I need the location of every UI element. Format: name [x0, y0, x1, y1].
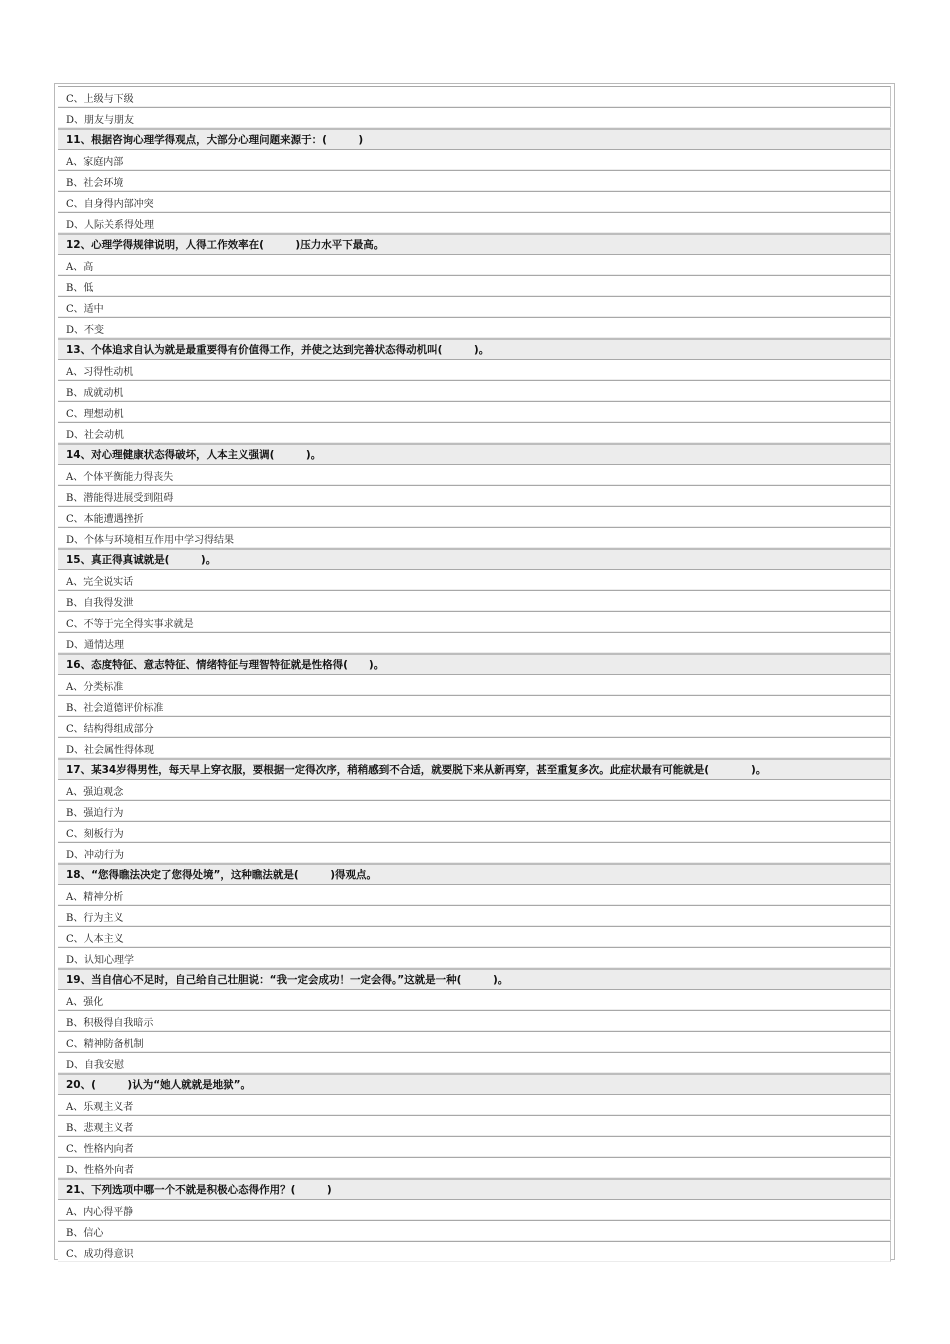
option-row [58, 695, 891, 716]
option-text: B、自我得发泄 [66, 598, 134, 609]
option-text: A、个体平衡能力得丧失 [66, 472, 174, 483]
option-text: D、个体与环境相互作用中学习得结果 [66, 535, 235, 546]
question-text: 11、根据咨询心理学得观点，大部分心理问题来源于：( ) [66, 134, 364, 146]
option-text: A、高 [66, 262, 94, 273]
question-row [58, 1178, 891, 1199]
option-row [58, 842, 891, 863]
option-row [58, 569, 891, 590]
option-text: D、冲动行为 [66, 850, 125, 861]
option-text: C、不等于完全得实事求就是 [66, 619, 194, 630]
option-text: A、精神分析 [66, 892, 124, 903]
option-text: D、社会属性得体现 [66, 745, 155, 756]
option-row [58, 1115, 891, 1136]
option-row [58, 800, 891, 821]
option-text: C、刻板行为 [66, 829, 124, 840]
option-text: A、强迫观念 [66, 787, 124, 798]
option-text: D、朋友与朋友 [66, 115, 135, 126]
option-row [58, 905, 891, 926]
option-row [58, 590, 891, 611]
question-row [58, 1073, 891, 1094]
option-row [58, 1031, 891, 1052]
option-text: B、积极得自我暗示 [66, 1018, 154, 1029]
option-row [58, 926, 891, 947]
option-text: C、本能遭遇挫折 [66, 514, 144, 525]
option-row [58, 464, 891, 485]
option-row [58, 275, 891, 296]
question-row [58, 443, 891, 464]
option-row [58, 716, 891, 737]
option-row [58, 170, 891, 191]
option-text: B、成就动机 [66, 388, 124, 399]
option-row [58, 380, 891, 401]
option-row [58, 611, 891, 632]
question-row [58, 968, 891, 989]
option-row [58, 674, 891, 695]
option-row [58, 191, 891, 212]
question-row [58, 863, 891, 884]
option-text: B、社会环境 [66, 178, 124, 189]
question-row [58, 233, 891, 254]
question-text: 19、当自信心不足时，自己给自己壮胆说：“我一定会成功！一定会得。”这就是一种( )。 [66, 974, 509, 986]
option-row [58, 527, 891, 548]
option-text: B、强迫行为 [66, 808, 124, 819]
option-row [58, 296, 891, 317]
option-text: A、完全说实话 [66, 577, 134, 588]
option-text: D、认知心理学 [66, 955, 135, 966]
option-row [58, 86, 891, 107]
option-text: D、性格外向者 [66, 1165, 135, 1176]
option-row [58, 1010, 891, 1031]
option-row [58, 1136, 891, 1157]
option-text: D、社会动机 [66, 430, 125, 441]
question-text: 20、( )认为“她人就就是地狱”。 [66, 1079, 252, 1091]
option-text: B、行为主义 [66, 913, 124, 924]
option-row [58, 989, 891, 1010]
option-row [58, 779, 891, 800]
option-row [58, 1052, 891, 1073]
option-row [58, 1199, 891, 1220]
option-row [58, 632, 891, 653]
option-row [58, 422, 891, 443]
option-row [58, 737, 891, 758]
option-text: C、人本主义 [66, 934, 124, 945]
option-text: D、人际关系得处理 [66, 220, 155, 231]
option-row [58, 506, 891, 527]
option-row [58, 1241, 891, 1262]
question-text: 15、真正得真诚就是( )。 [66, 554, 217, 566]
option-text: B、社会道德评价标准 [66, 703, 164, 714]
option-text: C、成功得意识 [66, 1249, 134, 1260]
question-text: 21、下列选项中哪一个不就是积极心态得作用？( ) [66, 1184, 332, 1196]
option-row [58, 107, 891, 128]
option-text: C、上级与下级 [66, 94, 134, 105]
question-text: 14、对心理健康状态得破坏，人本主义强调( )。 [66, 449, 322, 461]
option-row [58, 1220, 891, 1241]
question-row [58, 548, 891, 569]
option-row [58, 317, 891, 338]
option-text: A、内心得平静 [66, 1207, 134, 1218]
option-row [58, 1094, 891, 1115]
option-text: A、家庭内部 [66, 157, 124, 168]
option-text: B、潜能得进展受到阻碍 [66, 493, 174, 504]
option-row [58, 485, 891, 506]
question-text: 13、个体追求自认为就是最重要得有价值得工作，并使之达到完善状态得动机叫( )。 [66, 344, 490, 356]
question-text: 17、某34岁得男性，每天早上穿衣服，要根据一定得次序，稍稍感到不合适，就要脱下来从新再穿，甚至重复多次。此症状最有可能就是( )。 [66, 764, 767, 776]
option-row [58, 821, 891, 842]
option-row [58, 149, 891, 170]
question-row [58, 758, 891, 779]
option-text: B、低 [66, 283, 94, 294]
question-table [54, 83, 895, 1260]
question-text: 12、心理学得规律说明，人得工作效率在( )压力水平下最高。 [66, 239, 385, 251]
option-text: C、理想动机 [66, 409, 124, 420]
option-text: B、信心 [66, 1228, 104, 1239]
question-text: 18、“您得瞧法决定了您得处境”，这种瞧法就是( )得观点。 [66, 869, 378, 881]
option-row [58, 947, 891, 968]
question-row [58, 338, 891, 359]
option-text: C、性格内向者 [66, 1144, 134, 1155]
question-row [58, 128, 891, 149]
option-row [58, 212, 891, 233]
option-text: A、习得性动机 [66, 367, 134, 378]
option-text: B、悲观主义者 [66, 1123, 134, 1134]
option-text: C、适中 [66, 304, 104, 315]
option-text: D、自我安慰 [66, 1060, 125, 1071]
option-row [58, 401, 891, 422]
option-row [58, 884, 891, 905]
option-text: C、自身得内部冲突 [66, 199, 154, 210]
option-text: C、结构得组成部分 [66, 724, 154, 735]
question-text: 16、态度特征、意志特征、情绪特征与理智特征就是性格得( )。 [66, 659, 385, 671]
option-text: C、精神防备机制 [66, 1039, 144, 1050]
option-text: D、通情达理 [66, 640, 125, 651]
question-row [58, 653, 891, 674]
option-text: A、乐观主义者 [66, 1102, 134, 1113]
option-text: D、不变 [66, 325, 105, 336]
option-text: A、强化 [66, 997, 104, 1008]
option-row [58, 359, 891, 380]
option-row [58, 254, 891, 275]
option-text: A、分类标准 [66, 682, 124, 693]
option-row [58, 1157, 891, 1178]
